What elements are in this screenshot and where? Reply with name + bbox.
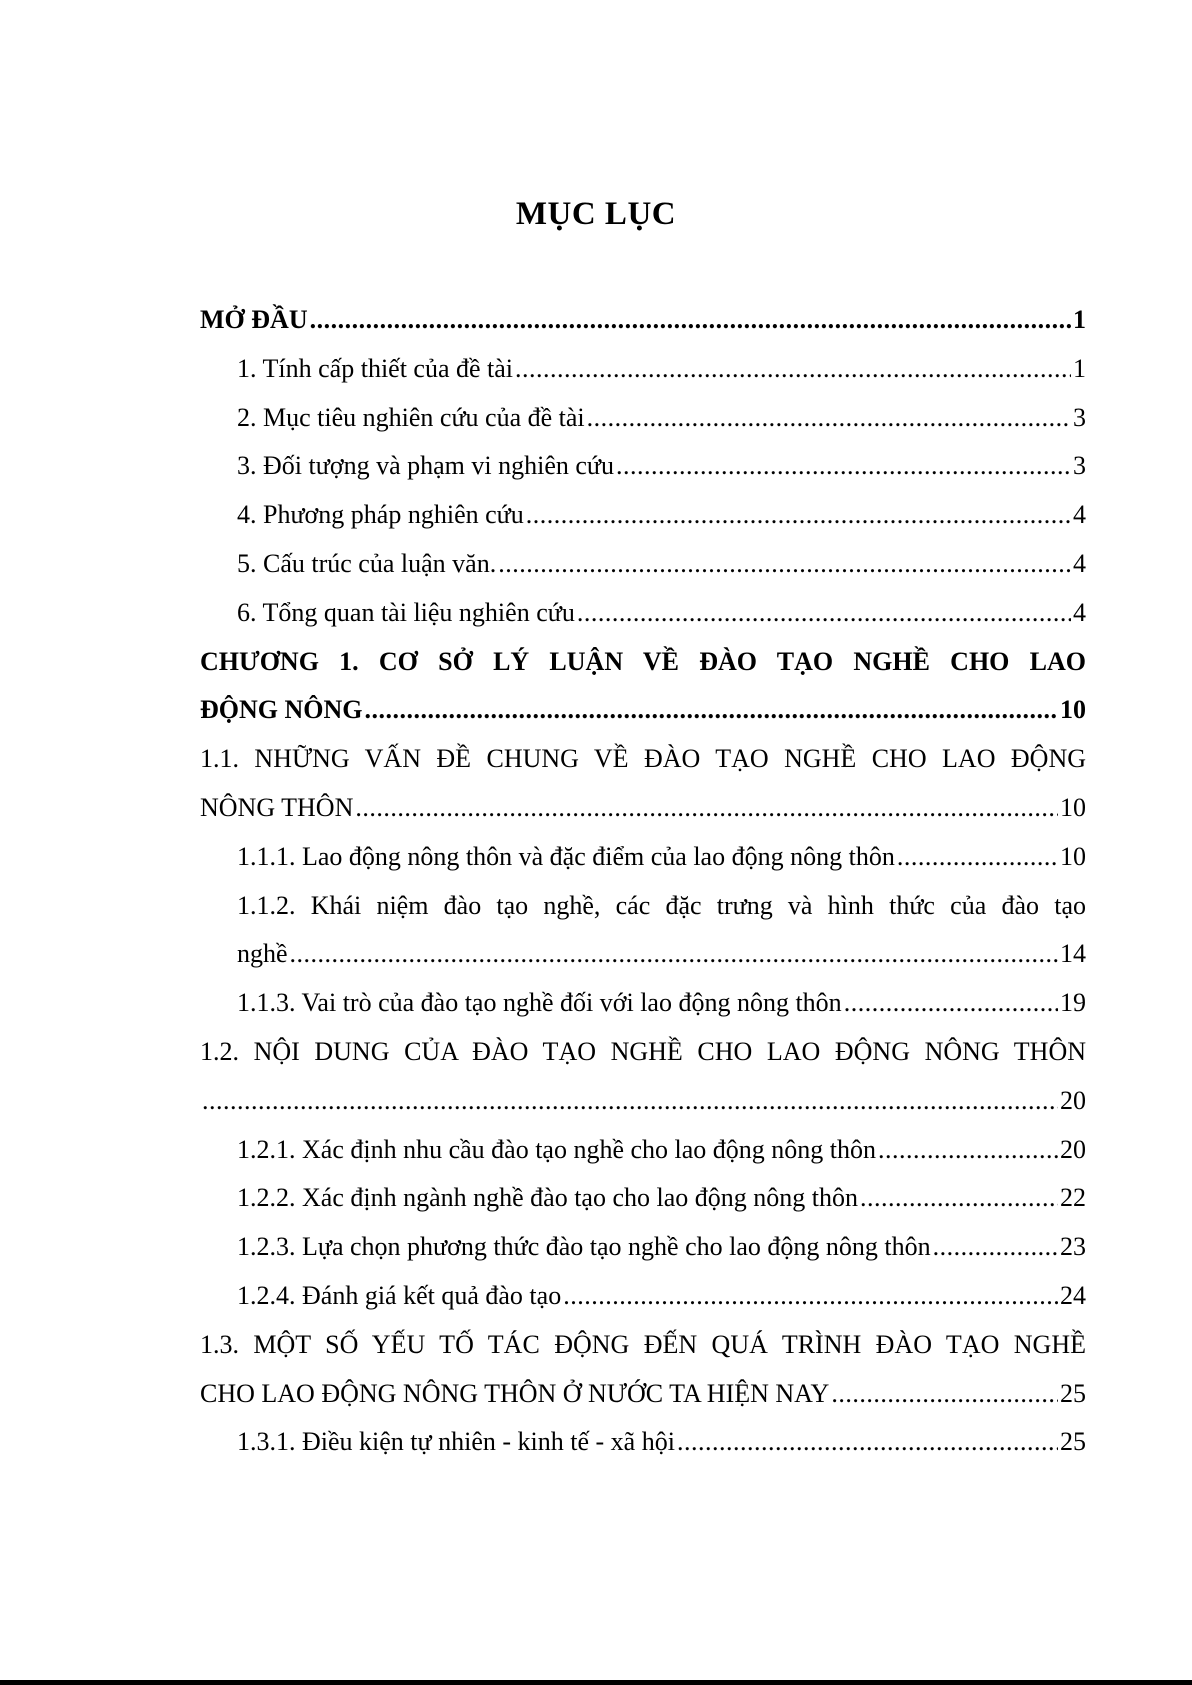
- toc-entry-title: 2. Mục tiêu nghiên cứu của đề tài: [237, 402, 585, 432]
- toc-entry-title: nghề: [237, 939, 288, 969]
- toc-entry: [200, 1321, 1086, 1370]
- toc-entry-title: 1.2.1. Xác định nhu cầu đào tạo nghề cho lao động nông thôn: [237, 1134, 877, 1164]
- page-bottom-border: [0, 1680, 1192, 1685]
- toc-entry: [200, 442, 1086, 491]
- toc-dot-leader: [860, 1174, 1058, 1223]
- toc-dot-leader: [563, 1272, 1058, 1321]
- toc-entry: [200, 1028, 1086, 1077]
- toc-page-number: 3: [1073, 451, 1086, 481]
- toc-entry-title: CHƯƠNG 1. CƠ SỞ LÝ LUẬN VỀ ĐÀO TẠO NGHỀ CHO LAO: [200, 646, 1086, 676]
- toc-page-number: 20: [1060, 1134, 1086, 1164]
- toc-page-number: 20: [1060, 1085, 1086, 1115]
- toc-page-number: 19: [1060, 988, 1086, 1018]
- toc-entry: [200, 930, 1086, 979]
- toc-dot-leader: [310, 296, 1071, 345]
- toc-entry: [200, 784, 1086, 833]
- toc-entry: [200, 638, 1086, 687]
- toc-entry: [200, 979, 1086, 1028]
- toc-page-number: 10: [1060, 695, 1086, 725]
- toc-dot-leader: [202, 1077, 1058, 1126]
- toc-entry: [200, 540, 1086, 589]
- toc-dot-leader: [355, 784, 1058, 833]
- toc-dot-leader: [515, 345, 1071, 394]
- toc-entry: [200, 394, 1086, 443]
- toc-dot-leader: [878, 1126, 1058, 1175]
- toc-page-number: 22: [1060, 1183, 1086, 1213]
- toc-page-number: 14: [1060, 939, 1086, 969]
- toc-entry-title: 1.2.2. Xác định ngành nghề đào tạo cho lao động nông thôn: [237, 1183, 858, 1213]
- toc-entry: [200, 735, 1086, 784]
- toc-entry: [200, 1223, 1086, 1272]
- toc-entry: [200, 1272, 1086, 1321]
- toc-entry-title: MỞ ĐẦU: [200, 305, 308, 334]
- toc-page-number: 4: [1073, 548, 1086, 578]
- toc-dot-leader: [498, 540, 1071, 589]
- table-of-contents: [200, 296, 1086, 1467]
- toc-entry: [200, 686, 1086, 735]
- toc-page-number: 23: [1060, 1232, 1086, 1262]
- toc-entry-title: 1.1.3. Vai trò của đào tạo nghề đối với lao động nông thôn: [237, 988, 842, 1018]
- toc-dot-leader: [831, 1370, 1058, 1419]
- toc-dot-leader: [933, 1223, 1058, 1272]
- toc-entry-title: 1.2.4. Đánh giá kết quả đào tạo: [237, 1280, 562, 1310]
- toc-entry-title: 1.3. MỘT SỐ YẾU TỐ TÁC ĐỘNG ĐẾN QUÁ TRÌNH ĐÀO TẠO NGHỀ: [200, 1329, 1086, 1359]
- toc-entry: [200, 1174, 1086, 1223]
- toc-entry: [200, 491, 1086, 540]
- toc-entry: [200, 345, 1086, 394]
- toc-dot-leader: [897, 833, 1058, 882]
- toc-entry-title: ĐỘNG NÔNG: [200, 695, 363, 725]
- toc-entry-title: 6. Tổng quan tài liệu nghiên cứu: [237, 597, 575, 627]
- toc-entry-title: 1.2.3. Lựa chọn phương thức đào tạo nghề cho lao động nông thôn: [237, 1232, 931, 1262]
- page-title: MỤC LỤC: [515, 196, 677, 232]
- toc-dot-leader: [577, 589, 1071, 638]
- toc-page-number: 1: [1073, 353, 1086, 383]
- toc-entry: [200, 833, 1086, 882]
- toc-dot-leader: [844, 979, 1058, 1028]
- toc-page-number: 1: [1073, 305, 1086, 334]
- toc-dot-leader: [677, 1418, 1058, 1467]
- toc-dot-leader: [587, 394, 1071, 443]
- toc-entry-title: 3. Đối tượng và phạm vi nghiên cứu: [237, 451, 614, 481]
- toc-page-number: 24: [1060, 1280, 1086, 1310]
- toc-page-number: 10: [1060, 841, 1086, 871]
- toc-page-number: 25: [1060, 1427, 1086, 1457]
- toc-entry: [200, 1077, 1086, 1126]
- toc-page-number: 4: [1073, 597, 1086, 627]
- toc-entry: [200, 1418, 1086, 1467]
- toc-page-number: 3: [1073, 402, 1086, 432]
- toc-entry: [200, 1370, 1086, 1419]
- toc-dot-leader: [365, 686, 1059, 735]
- toc-entry-title: 1. Tính cấp thiết của đề tài: [237, 353, 514, 383]
- toc-dot-leader: [526, 491, 1071, 540]
- toc-page-number: 25: [1060, 1378, 1086, 1408]
- toc-entry-title: 1.1. NHỮNG VẤN ĐỀ CHUNG VỀ ĐÀO TẠO NGHỀ CHO LAO ĐỘNG: [200, 744, 1086, 774]
- toc-entry-title: 5. Cấu trúc của luận văn.: [237, 548, 497, 578]
- toc-page-number: 4: [1073, 500, 1086, 530]
- toc-entry-title: 1.1.1. Lao động nông thôn và đặc điểm của lao động nông thôn: [237, 841, 895, 871]
- toc-entry-title: CHO LAO ĐỘNG NÔNG THÔN Ở NƯỚC TA HIỆN NAY: [200, 1378, 830, 1408]
- toc-entry: [200, 589, 1086, 638]
- toc-entry-title: 4. Phương pháp nghiên cứu: [237, 500, 524, 530]
- toc-entry-title: 1.1.2. Khái niệm đào tạo nghề, các đặc trưng và hình thức của đào tạo: [237, 890, 1086, 920]
- toc-dot-leader: [616, 442, 1071, 491]
- toc-entry: [200, 296, 1086, 345]
- toc-entry-title: 1.2. NỘI DUNG CỦA ĐÀO TẠO NGHỀ CHO LAO ĐỘNG NÔNG THÔN: [200, 1036, 1086, 1066]
- toc-entry-title: 1.3.1. Điều kiện tự nhiên - kinh tế - xã hội: [237, 1427, 675, 1457]
- toc-page-number: 10: [1060, 792, 1086, 822]
- toc-entry: [200, 882, 1086, 931]
- toc-dot-leader: [290, 930, 1058, 979]
- toc-entry-title: NÔNG THÔN: [200, 792, 354, 822]
- toc-entry: [200, 1126, 1086, 1175]
